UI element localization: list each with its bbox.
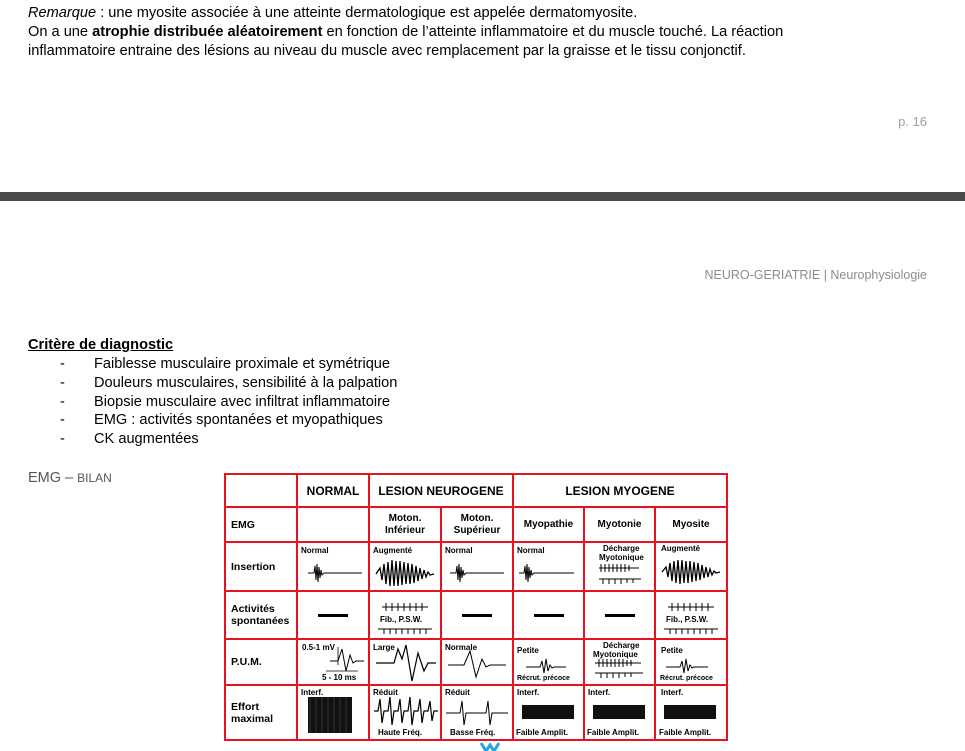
spont-moton-sup (441, 591, 513, 639)
spont-myopathie (513, 591, 584, 639)
page-number: p. 16 (898, 114, 927, 129)
insertion-augmented-trace (656, 544, 726, 590)
effort-myotonie: Interf. Faible Amplit. (584, 685, 655, 740)
pum-normal: 0.5-1 mV 5 - 10 ms (297, 639, 369, 685)
normal-subheader-empty (297, 507, 369, 542)
list-item: - Biopsie musculaire avec infiltrat inflammatoire (60, 393, 391, 410)
criteria-list (28, 355, 397, 449)
insertion-myopathie: Normal (513, 542, 584, 591)
subheader-moton-inferieur: Moton. Inférieur (369, 507, 441, 542)
reduced-high-freq-trace (370, 687, 440, 739)
insertion-moton-sup: Normal (441, 542, 513, 591)
footer-logo-icon (478, 741, 502, 751)
insertion-normal: Normal (297, 542, 369, 591)
subheader-moton-superieur: Moton. Supérieur (441, 507, 513, 542)
insertion-augmented-trace (370, 544, 440, 590)
pum-large-trace (370, 641, 440, 684)
row-label-insertion: Insertion (225, 542, 297, 591)
emg-summary-table (224, 473, 728, 741)
effort-normal: Interf. (297, 685, 369, 740)
pum-myotonic-trace (585, 641, 655, 684)
subheader-myotonie: Myotonie (584, 507, 655, 542)
reduced-low-freq-trace (442, 687, 512, 739)
list-item: - Faiblesse musculaire proximale et symétrique (60, 356, 391, 372)
row-label-effort: Effort maximal (225, 685, 297, 740)
insertion-normal-trace (514, 544, 584, 590)
remark-label: Remarque (28, 5, 97, 21)
remark-line-2-bold: atrophie distribuée aléatoirement (92, 24, 323, 40)
low-amplitude-interference (656, 687, 726, 739)
spont-myotonie (584, 591, 655, 639)
effort-myosite: Interf. Faible Amplit. (655, 685, 727, 740)
row-label-emg: EMG (225, 507, 297, 542)
insertion-moton-inf: Augmenté (369, 542, 441, 591)
remark-line-3: inflammatoire entraine des lésions au niveau du muscle avec remplacement par la graisse et le tissu conjonctif. (28, 43, 746, 59)
effort-moton-sup: Réduit Basse Fréq. (441, 685, 513, 740)
effort-moton-inf: Réduit Haute Fréq. (369, 685, 441, 740)
page-header: NEURO-GERIATRIE | Neurophysiologie (704, 268, 927, 282)
header-lesion-myogene: LESION MYOGENE (513, 474, 727, 507)
header-lesion-neurogene: LESION NEUROGENE (369, 474, 513, 507)
criteria-title: Critère de diagnostic (28, 337, 174, 353)
subheader-myopathie: Myopathie (513, 507, 584, 542)
emg-section-title: EMG – BILAN (28, 470, 112, 486)
remark-line-1 (28, 4, 928, 23)
pum-small-trace (656, 641, 726, 684)
subheader-myosite: Myosite (655, 507, 727, 542)
flat-line-mark (442, 593, 512, 638)
insertion-normal-trace (442, 544, 512, 590)
pum-small-trace (514, 641, 584, 684)
pum-myopathie: Petite Récrut. précoce (513, 639, 584, 685)
effort-myopathie: Interf. Faible Amplit. (513, 685, 584, 740)
insertion-normal-trace (298, 544, 368, 590)
remark-line-1-text: : une myosite associée à une atteinte dermatologique est appelée dermatomyosite. (96, 5, 638, 21)
insertion-myotonic-trace (585, 544, 655, 590)
pum-moton-inf: Large (369, 639, 441, 685)
pum-normal-trace (442, 641, 512, 684)
pum-myotonie: Décharge Myotonique (584, 639, 655, 685)
row-label-activites: Activités spontanées (225, 591, 297, 639)
remark-line-2 (28, 23, 928, 42)
list-item: - CK augmentées (60, 431, 199, 448)
spont-normal (297, 591, 369, 639)
row-label-pum: P.U.M. (225, 639, 297, 685)
spont-myosite: Fib., P.S.W. (655, 591, 727, 639)
pum-myosite: Petite Récrut. précoce (655, 639, 727, 685)
pum-moton-sup: Normale (441, 639, 513, 685)
interference-pattern (298, 687, 368, 739)
low-amplitude-interference (514, 687, 584, 739)
flat-line-mark (514, 593, 584, 638)
insertion-myotonie: Décharge Myotonique (584, 542, 655, 591)
spont-moton-inf: Fib., P.S.W. (369, 591, 441, 639)
low-amplitude-interference (585, 687, 655, 739)
remark-line-2-b: en fonction de l’atteinte inflammatoire et du muscle touché. La réaction (322, 24, 784, 40)
flat-line-mark (585, 593, 655, 638)
flat-line-mark (298, 593, 368, 638)
list-item: - Douleurs musculaires, sensibilité à la palpation (60, 374, 398, 391)
header-normal: NORMAL (297, 474, 369, 507)
insertion-myosite: Augmenté (655, 542, 727, 591)
table-corner (225, 474, 297, 507)
remark-line-2-a: On a une (28, 24, 93, 40)
page-divider (0, 192, 965, 201)
list-item: - EMG : activités spontanées et myopathiques (60, 412, 383, 429)
pum-normal-trace (298, 641, 368, 684)
remark-paragraph (28, 4, 928, 61)
